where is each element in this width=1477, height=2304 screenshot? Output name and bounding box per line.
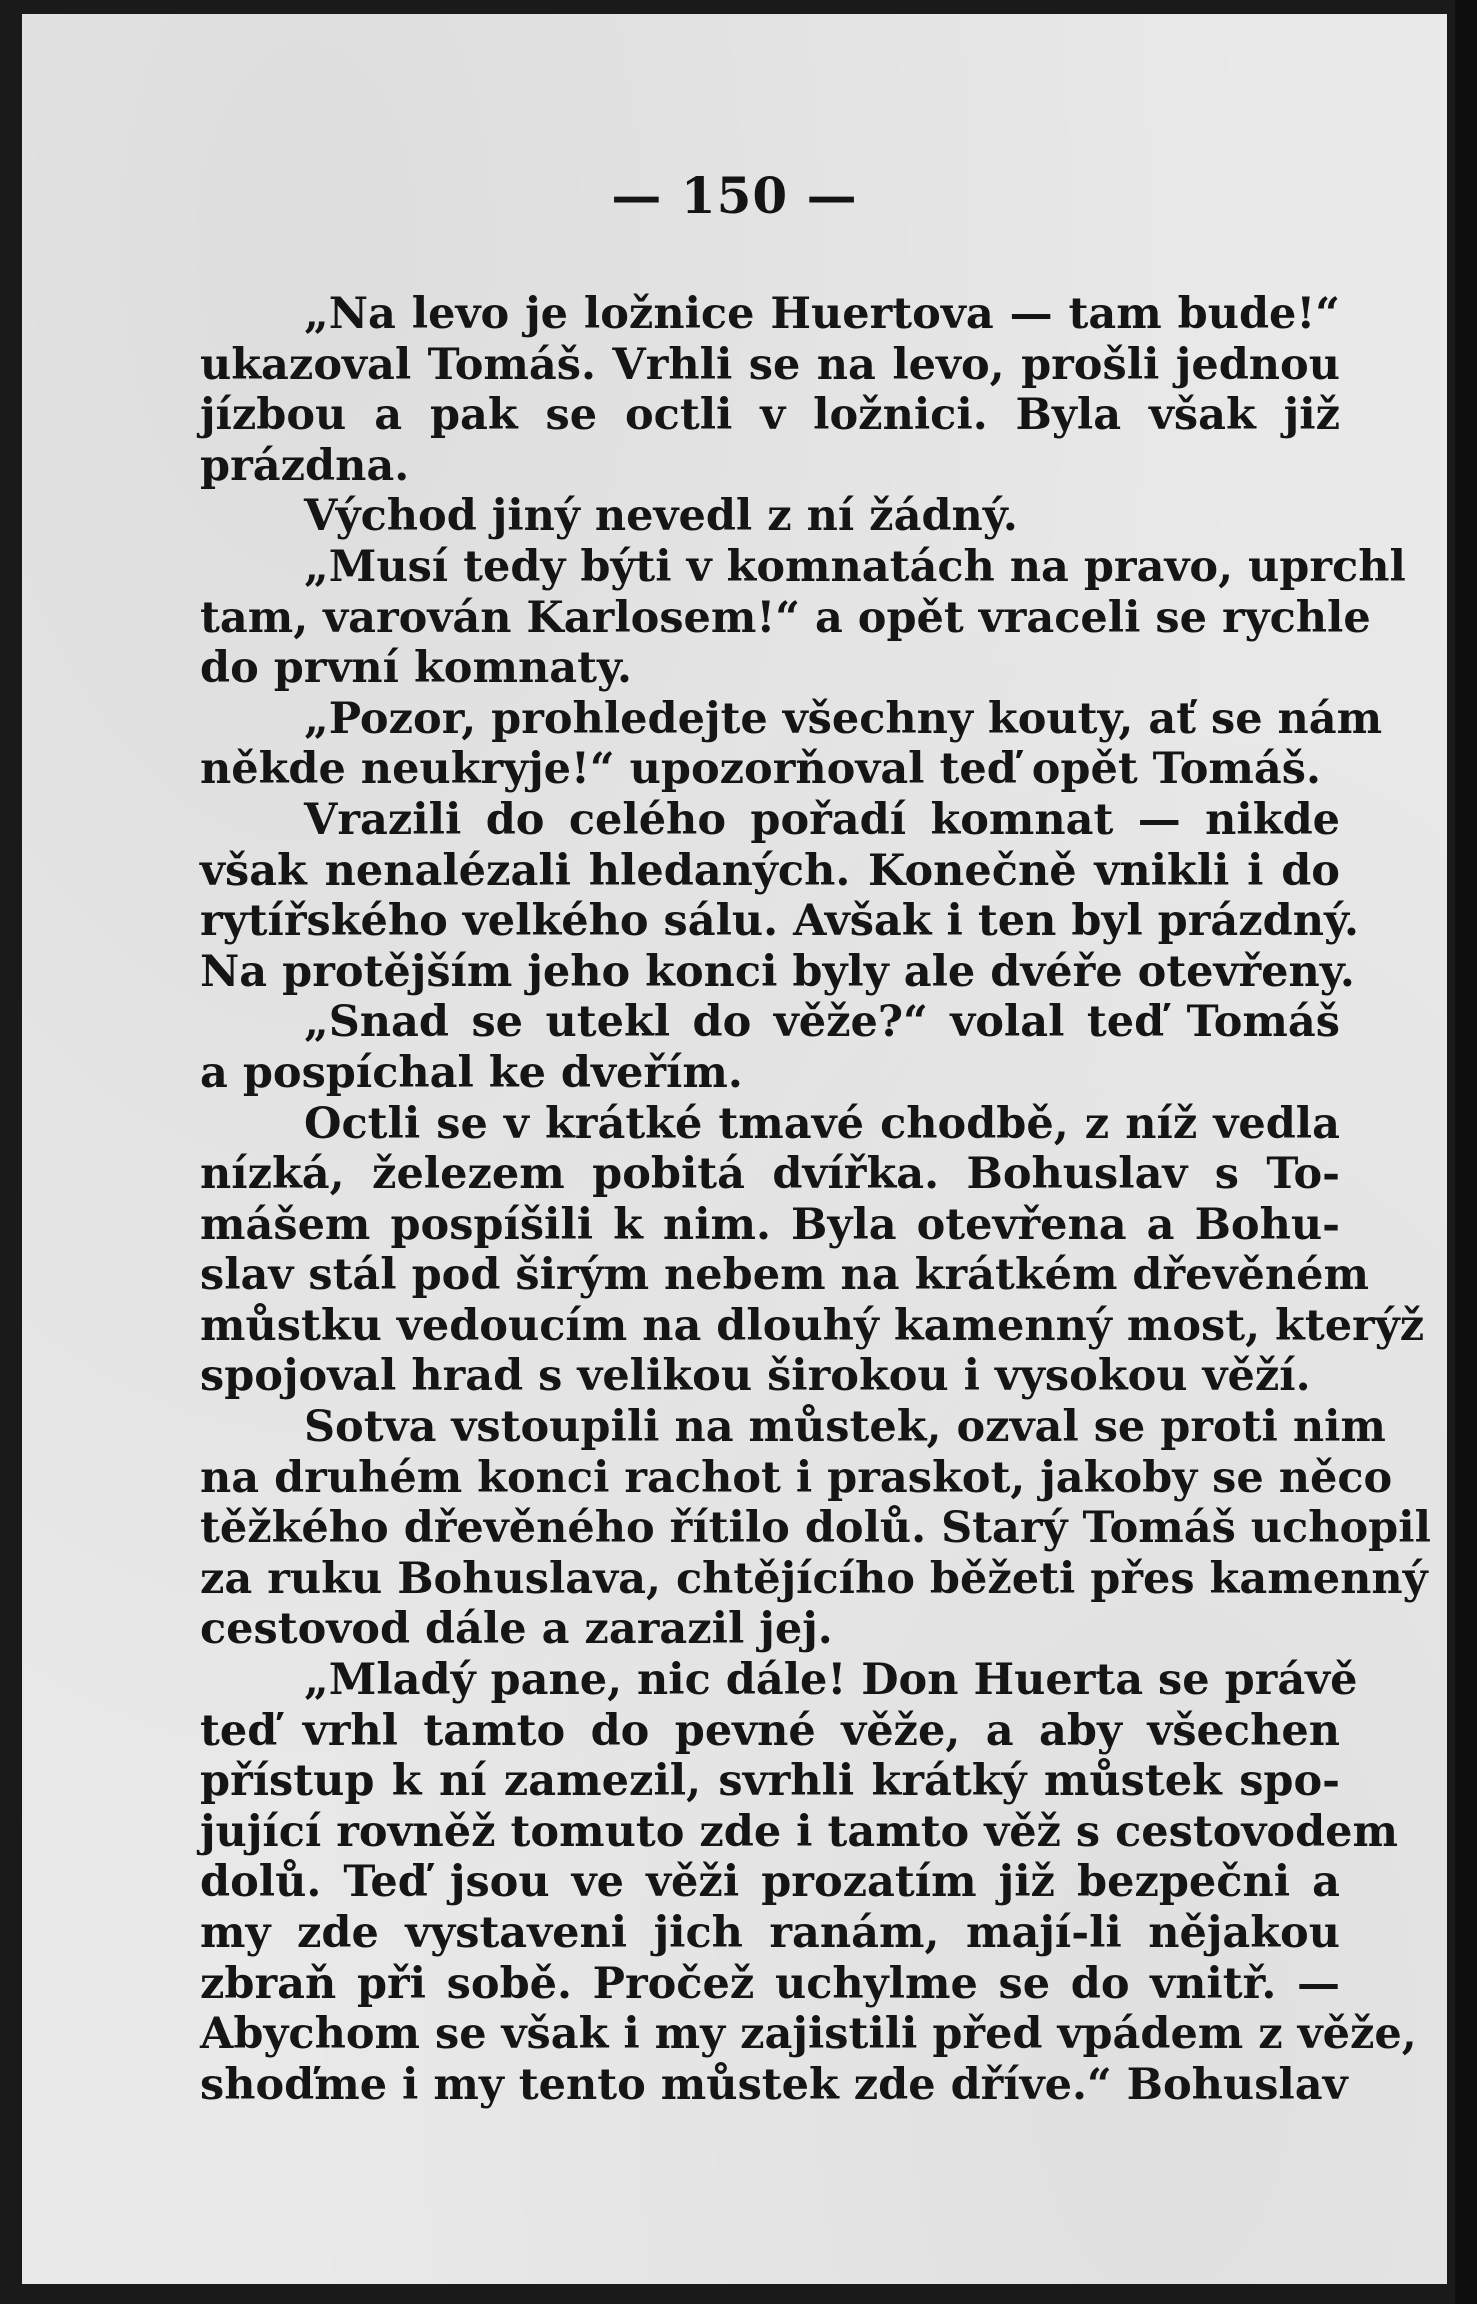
text-line: prázdna.: [200, 440, 410, 491]
text-line: tam, varován Karlosem!“ a opět vraceli se rychle: [200, 592, 1371, 643]
text-line: teď vrhl tamto do pevné věže, a aby všechen: [200, 1705, 1340, 1756]
text-line: Na protějším jeho konci byly ale dvéře otevřeny.: [200, 946, 1355, 997]
text-line: „Na levo je ložnice Huertova — tam bude!“: [304, 289, 1340, 339]
page-number: — 150 —: [611, 166, 858, 225]
text-line: nízká, železem pobitá dvířka. Bohuslav s To-: [200, 1149, 1340, 1200]
text-line: ukazoval Tomáš. Vrhli se na levo, prošli jednou: [200, 339, 1340, 390]
book-page: [22, 14, 1447, 2284]
text-line: na druhém konci rachot i praskot, jakoby se něco: [200, 1452, 1393, 1503]
text-line: těžkého dřevěného řítilo dolů. Starý Tomáš uchopil: [200, 1503, 1431, 1554]
text-line: jující rovněž tomuto zde i tamto věž s cestovodem: [200, 1806, 1398, 1857]
text-line: rytířského velkého sálu. Avšak i ten byl prázdný.: [200, 896, 1360, 947]
text-line: do první komnaty.: [200, 643, 632, 694]
page-text: [200, 289, 1431, 2110]
text-line: někde neukryje!“ upozorňoval teď opět Tomáš.: [200, 744, 1321, 795]
scan-edge: [1455, 0, 1477, 2304]
text-line: zbraň při sobě. Pročež uchylme se do vnitř. —: [200, 1958, 1340, 2009]
text-line: přístup k ní zamezil, svrhli krátký můstek spo-: [200, 1756, 1340, 1807]
text-line: „Pozor, prohledejte všechny kouty, ať se nám: [304, 693, 1383, 744]
text-line: a pospíchal ke dveřím.: [200, 1047, 743, 1098]
text-line: můstku vedoucím na dlouhý kamenný most, kterýž: [200, 1300, 1425, 1351]
text-line: „Musí tedy býti v komnatách na pravo, uprchl: [304, 541, 1406, 592]
text-line: slav stál pod širým nebem na krátkém dřevěném: [200, 1250, 1369, 1301]
text-line: dolů. Teď jsou ve věži prozatím již bezpečni a: [200, 1857, 1340, 1908]
text-line: jízbou a pak se octli v ložnici. Byla však již: [200, 390, 1340, 441]
text-line: „Snad se utekl do věže?“ volal teď Tomáš: [304, 997, 1340, 1048]
text-line: cestovod dále a zarazil jej.: [200, 1604, 833, 1655]
text-line: shoďme i my tento můstek zde dříve.“ Bohuslav: [200, 2059, 1348, 2110]
text-line: Východ jiný nevedl z ní žádný.: [304, 491, 1018, 542]
text-line: Abychom se však i my zajistili před vpádem z věže,: [200, 2009, 1417, 2060]
text-line: však nenalézali hledaných. Konečně vnikli i do: [200, 845, 1340, 896]
text-line: mášem pospíšili k nim. Byla otevřena a Bohu-: [200, 1199, 1340, 1250]
text-line: Sotva vstoupili na můstek, ozval se proti nim: [304, 1402, 1386, 1453]
text-line: „Mladý pane, nic dále! Don Huerta se právě: [304, 1655, 1358, 1706]
text-line: spojoval hrad s velikou širokou i vysokou věží.: [200, 1351, 1311, 1402]
text-line: za ruku Bohuslava, chtějícího běžeti přes kamenný: [200, 1553, 1428, 1604]
text-line: Vrazili do celého pořadí komnat — nikde: [304, 794, 1340, 845]
text-line: Octli se v krátké tmavé chodbě, z níž vedla: [304, 1098, 1340, 1149]
text-line: my zde vystaveni jich ranám, mají-li nějakou: [200, 1908, 1340, 1958]
